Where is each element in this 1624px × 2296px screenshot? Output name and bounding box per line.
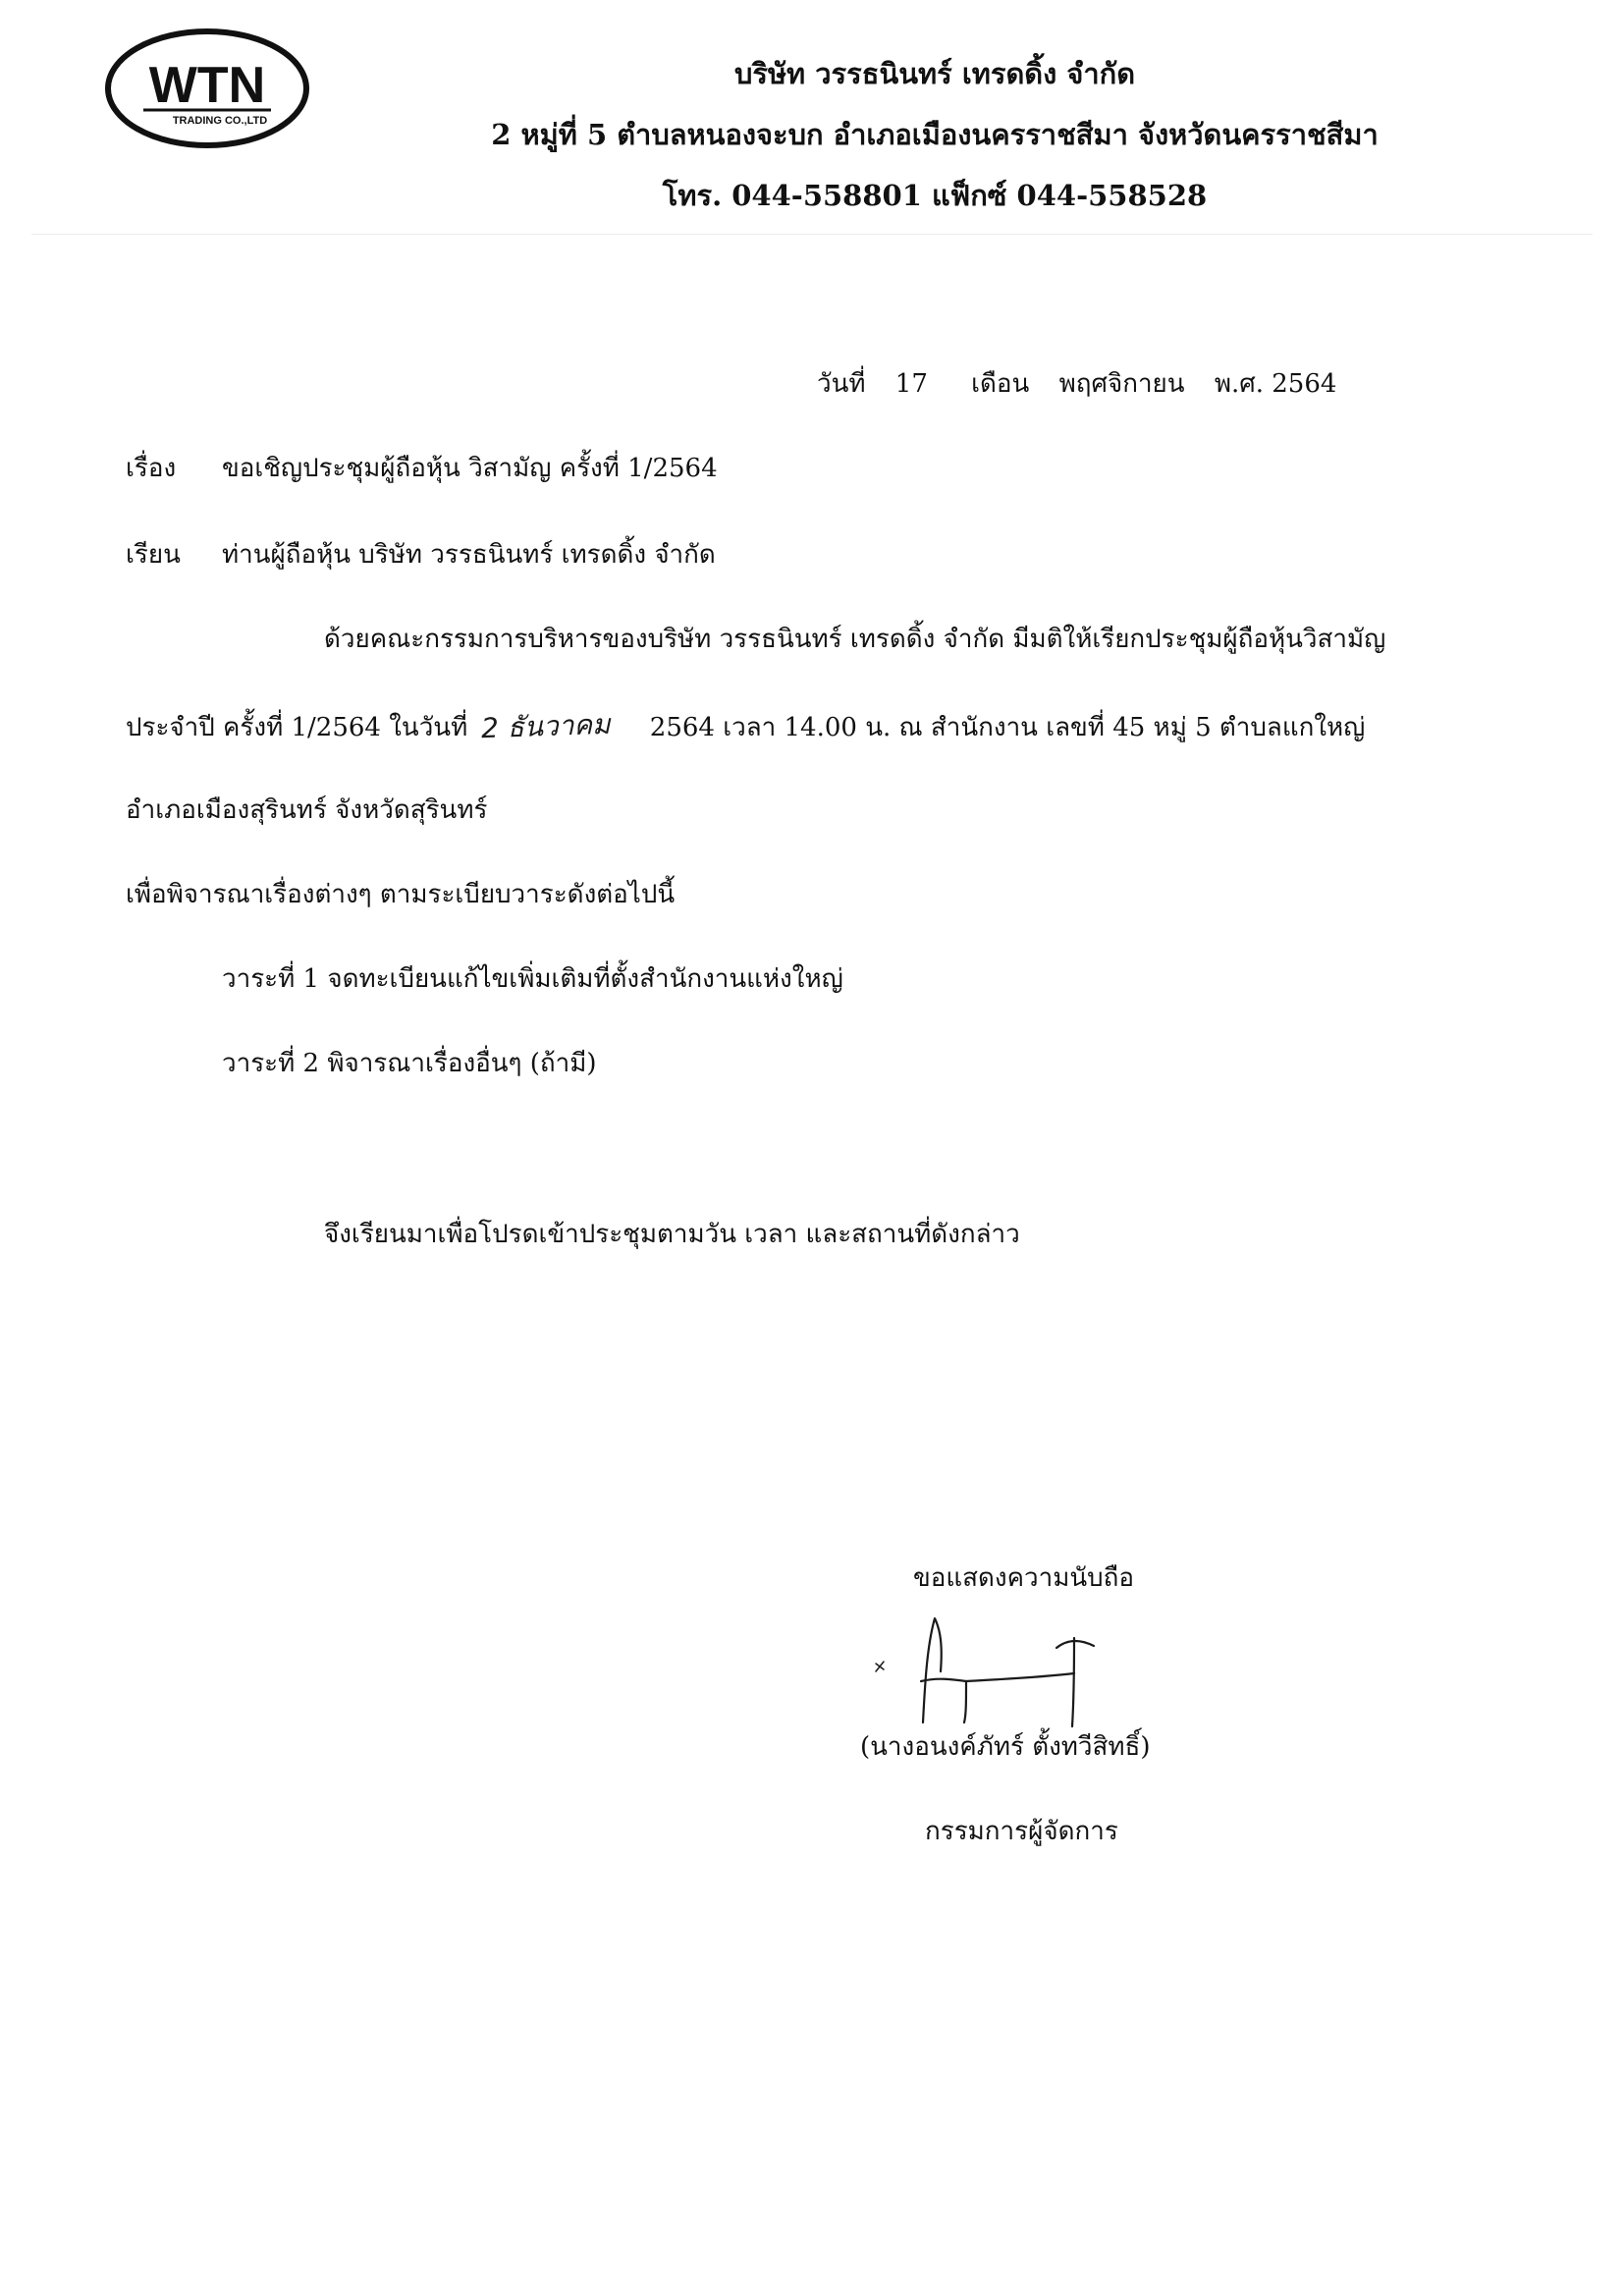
para2-end: 2564 เวลา 14.00 น. ณ สำนักงาน เลขที่ 45 หมู่ 5 ตำบลแกใหญ่ bbox=[649, 713, 1366, 742]
subject-value: ขอเชิญประชุมผู้ถือหุ้น วิสามัญ ครั้งที่ 1/2564 bbox=[222, 454, 718, 483]
date-year: 2564 bbox=[1272, 369, 1337, 399]
date-month: พฤศจิกายน bbox=[1058, 369, 1185, 399]
handwritten-signature bbox=[864, 1607, 1159, 1734]
date-month-label: เดือน bbox=[971, 369, 1030, 399]
logo-subtext: TRADING CO.,LTD bbox=[172, 115, 268, 127]
body-paragraph-3: อำเภอเมืองสุรินทร์ จังหวัดสุรินทร์ bbox=[126, 795, 488, 825]
date-day-label: วันที่ bbox=[817, 369, 866, 399]
handwritten-meeting-date: 2 ธันวาคม bbox=[480, 707, 612, 745]
para2-start: ประจำปี ครั้งที่ 1/2564 ในวันที่ bbox=[126, 713, 468, 742]
body-paragraph-4: เพื่อพิจารณาเรื่องต่างๆ ตามระเบียบวาระดังต่อไปนี้ bbox=[126, 880, 676, 909]
agenda-item: วาระที่ 1 จดทะเบียนแก้ไขเพิ่มเติมที่ตั้งสำนักงานแห่งใหญ่ bbox=[222, 964, 843, 994]
logo-text: WTN bbox=[148, 57, 266, 114]
recipient-value: ท่านผู้ถือหุ้น บริษัท วรรธนินทร์ เทรดดิ้ง จำกัด bbox=[222, 540, 716, 570]
company-name: บริษัท วรรธนินทร์ เทรดดิ้ง จำกัด bbox=[733, 57, 1136, 90]
header-divider bbox=[31, 234, 1593, 235]
closing-paragraph: จึงเรียนมาเพื่อโปรดเข้าประชุมตามวัน เวลา และสถานที่ดังกล่าว bbox=[324, 1220, 1020, 1249]
recipient-label: เรียน bbox=[126, 540, 181, 570]
body-paragraph-1: ด้วยคณะกรรมการบริหารของบริษัท วรรธนินทร์ เทรดดิ้ง จำกัด มีมติให้เรียกประชุมผู้ถือหุ้นวิสามัญ bbox=[324, 625, 1386, 654]
company-address: 2 หมู่ที่ 5 ตำบลหนองจะบก อำเภอเมืองนครราชสีมา จังหวัดนครราชสีมา bbox=[491, 118, 1379, 151]
signer-position: กรรมการผู้จัดการ bbox=[925, 1817, 1118, 1846]
signer-name: (นางอนงค์ภัทร์ ตั้งทวีสิทธิ์) bbox=[860, 1732, 1151, 1762]
date-day: 17 bbox=[894, 369, 928, 399]
body-paragraph-2 bbox=[126, 705, 1365, 748]
agenda-item: วาระที่ 2 พิจารณาเรื่องอื่นๆ (ถ้ามี) bbox=[222, 1049, 597, 1078]
subject-label: เรื่อง bbox=[126, 454, 177, 483]
regards-text: ขอแสดงความนับถือ bbox=[913, 1563, 1134, 1593]
date-year-label: พ.ศ. bbox=[1214, 369, 1264, 399]
company-contact: โทร. 044-558801 แฟ็กซ์ 044-558528 bbox=[662, 179, 1208, 212]
letter-date bbox=[817, 363, 1336, 404]
